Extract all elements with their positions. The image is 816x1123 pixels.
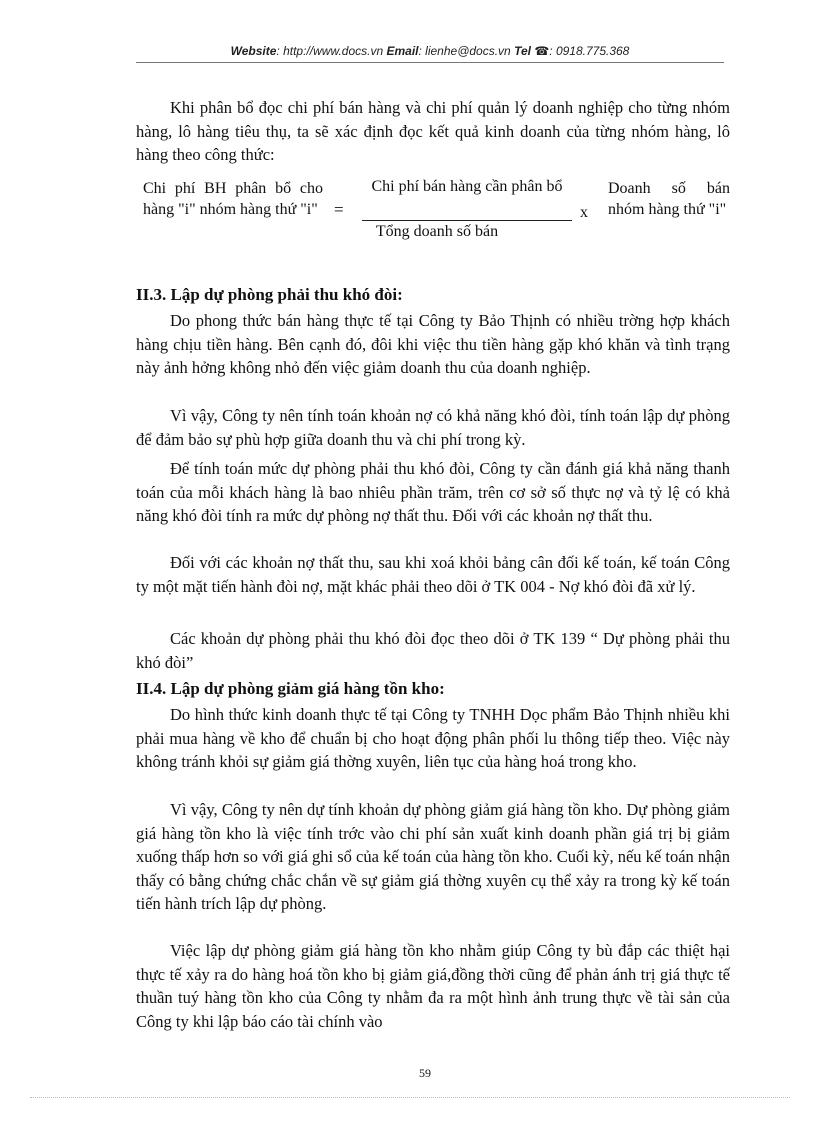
II3-paragraph-1: Do phong thức bán hàng thực tế tại Công ty Bảo Thịnh có nhiều trờng hợp khách hàng chịu tiền hàng. Bên cạnh đó, đôi khi việc thu tiền hàng gặp khó khăn và tình trạng này ảnh hởng không nhỏ đến việc giảm doanh thu của doanh nghiệp. (136, 311, 730, 377)
formula-equals: = (334, 200, 344, 219)
formula-numerator: Chi phí bán hàng cần phân bổ (371, 178, 563, 195)
page-number: 59 (419, 1066, 431, 1080)
formula-denominator: Tổng doanh số bán (375, 223, 499, 240)
II3-paragraph-4: Đối với các khoản nợ thất thu, sau khi xoá khỏi bảng cân đối kế toán, kế toán Công ty một mặt tiến hành đòi nợ, mặt khác phải theo dõi ở TK 004 - Nợ khó đòi đã xử lý. (136, 553, 730, 596)
email-label: Email (386, 44, 419, 58)
website-label: Website (230, 44, 277, 58)
formula-right-term: Doanh số bán nhóm hàng thứ "i" (608, 180, 730, 218)
page-header (136, 44, 724, 58)
II3-paragraph-2: Vì vậy, Công ty nên tính toán khoản nợ có khả năng khó đòi, tính toán lập dự phòng để đảm bảo sự phù hợp giữa doanh thu và chi phí trong kỳ. (136, 406, 730, 449)
II4-paragraph-3: Việc lập dự phòng giảm giá hàng tồn kho nhằm giúp Công ty bù đắp các thiệt hại thực tế xảy ra do hàng hoá tồn kho bị giảm giá,đồng thời cũng để phản ánh trị giá thực tế thuần tuý hàng tồn kho của Công ty nhằm đa ra một hình ảnh trung thực về tài sản của Công ty khi lập báo cáo tài chính vào (136, 941, 730, 1031)
bottom-rule (30, 1097, 790, 1098)
II3-paragraph-3: Để tính toán mức dự phòng phải thu khó đòi, Công ty cần đánh giá khả năng thanh toán của mỗi khách hàng là bao nhiêu phần trăm, trên cơ sở số thực nợ và tỷ lệ có khả năng khó đòi tính ra mức dự phòng nợ thất thu. Đối với các khoản nợ thất thu. (136, 459, 730, 525)
phone-icon: ☎ (534, 44, 550, 58)
website-text: : http://www.docs.vn (276, 44, 384, 58)
tel-text: : 0918.775.368 (549, 44, 630, 58)
II4-paragraph-2: Vì vậy, Công ty nên dự tính khoản dự phòng giảm giá hàng tồn kho. Dự phòng giảm giá hàng tồn kho là việc tính trớc vào chi phí sản xuất kinh doanh phần giá trị bị giảm xuống thấp hơn so với giá ghi sổ của kế toán của hàng tồn kho. Cuối kỳ, nếu kế toán nhận thấy có bằng chứng chắc chắn về sự giảm giá thờng xuyên cụ thể xảy ra trong kỳ kế toán tiến hành trích lập dự phòng. (136, 800, 730, 913)
heading-II4: II.4. Lập dự phòng giảm giá hàng tồn kho: (136, 679, 445, 698)
header-rule (136, 62, 724, 63)
II3-paragraph-5: Các khoản dự phòng phải thu khó đòi đọc theo dõi ở TK 139 “ Dự phòng phải thu khó đòi” (136, 629, 730, 672)
tel-label: Tel (514, 44, 531, 58)
fraction-line (362, 220, 572, 221)
formula-left-term: Chi phí BH phân bổ cho hàng "i" nhóm hàng thứ "i" (143, 180, 323, 218)
email-text: : lienhe@docs.vn (418, 44, 511, 58)
heading-II3: II.3. Lập dự phòng phải thu khó đòi: (136, 285, 403, 304)
II4-paragraph-1: Do hình thức kinh doanh thực tế tại Công ty TNHH Dọc phẩm Bảo Thịnh nhiều khi phải mua hàng về kho để chuẩn bị cho hoạt động phân phối lu thông tiếp theo. Việc này không tránh khỏi sự giảm giá thờng xuyên, liên tục của hàng hoá trong kho. (136, 705, 730, 771)
intro-paragraph: Khi phân bổ đọc chi phí bán hàng và chi phí quản lý doanh nghiệp cho từng nhóm hàng, lô hàng tiêu thụ, ta sẽ xác định đọc kết quả kinh doanh của từng nhóm hàng, lô hàng theo công thức: (136, 98, 730, 164)
formula-times: x (580, 204, 588, 221)
